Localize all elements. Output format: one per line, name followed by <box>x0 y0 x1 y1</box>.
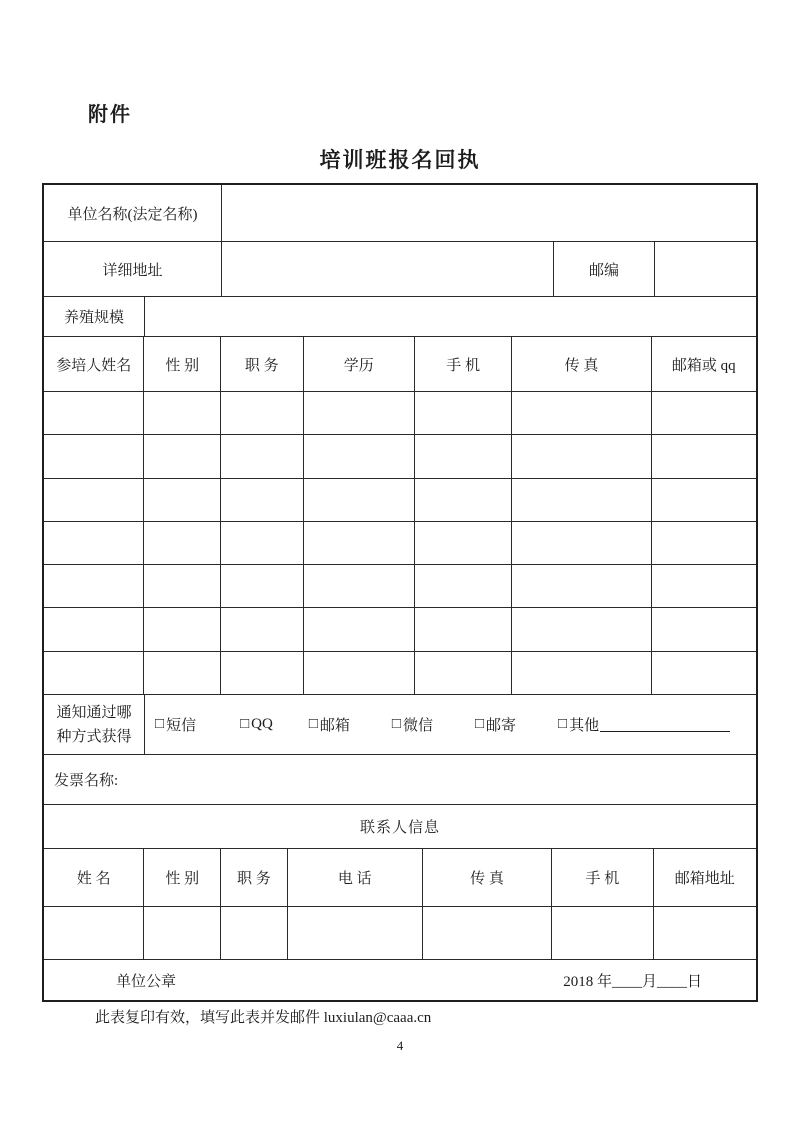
participant-cell[interactable] <box>304 652 415 694</box>
participant-cell[interactable] <box>221 608 304 650</box>
postal-code-label: 邮编 <box>554 242 655 296</box>
other-fill-line[interactable] <box>600 717 730 732</box>
participant-rows <box>44 392 756 695</box>
participant-cell[interactable] <box>652 608 756 650</box>
participant-cell[interactable] <box>221 522 304 564</box>
participant-row <box>44 392 756 435</box>
participant-header-fax: 传 真 <box>512 337 651 391</box>
contact-section-title: 联系人信息 <box>359 820 440 836</box>
participant-row <box>44 565 756 608</box>
contact-header-phone: 电 话 <box>288 849 423 906</box>
participant-cell[interactable] <box>304 479 415 521</box>
participant-header-email: 邮箱或 qq <box>671 357 736 374</box>
participant-cell[interactable] <box>415 652 512 694</box>
checkbox-label: 邮箱 <box>319 718 350 734</box>
scale-label: 养殖规模 <box>44 297 145 336</box>
participant-header-position: 职 务 <box>221 337 304 391</box>
checkbox-option-post[interactable] <box>475 714 516 735</box>
checkbox-icon: □ <box>474 716 485 732</box>
participant-cell[interactable] <box>44 652 144 694</box>
participant-cell[interactable] <box>221 435 304 477</box>
participant-cell[interactable] <box>652 522 756 564</box>
page-number: 4 <box>396 1038 404 1053</box>
address-field[interactable] <box>222 242 554 296</box>
participant-row <box>44 608 756 651</box>
row-seal-date <box>44 960 756 1000</box>
participant-cell[interactable] <box>652 652 756 694</box>
checkbox-label: 微信 <box>402 718 433 734</box>
participant-cell[interactable] <box>415 608 512 650</box>
participant-cell[interactable] <box>512 479 651 521</box>
participant-cell[interactable] <box>144 608 221 650</box>
participant-cell[interactable] <box>221 652 304 694</box>
contact-header-position: 职 务 <box>221 849 288 906</box>
contact-header-row <box>44 849 756 907</box>
participant-cell[interactable] <box>221 565 304 607</box>
contact-header-fax: 传 真 <box>423 849 552 906</box>
participant-header-gender: 性 别 <box>144 337 221 391</box>
participant-row <box>44 435 756 478</box>
participant-cell[interactable] <box>415 392 512 434</box>
participant-cell[interactable] <box>415 565 512 607</box>
participant-cell[interactable] <box>304 565 415 607</box>
checkbox-icon: □ <box>391 716 401 732</box>
checkbox-option-sms[interactable] <box>155 714 196 735</box>
checkbox-label: QQ <box>251 716 273 732</box>
participant-cell[interactable] <box>415 522 512 564</box>
postal-code-field[interactable] <box>655 242 756 296</box>
participant-cell[interactable] <box>304 392 415 434</box>
row-notify-method <box>44 695 756 755</box>
address-label: 详细地址 <box>44 242 222 296</box>
participant-cell[interactable] <box>44 565 144 607</box>
row-contact-title <box>44 805 756 849</box>
participant-row <box>44 479 756 522</box>
contact-cell[interactable] <box>288 907 423 959</box>
participant-cell[interactable] <box>44 522 144 564</box>
notify-method-label: 通知通过哪种方式获得 <box>44 695 145 754</box>
seal-row-cell <box>44 960 756 1000</box>
footer-note: 此表复印有效，填写此表并发邮件 luxiulan@caaa.cn <box>95 1010 432 1026</box>
registration-form-table <box>42 183 758 1002</box>
checkbox-option-other[interactable] <box>558 714 730 735</box>
row-address <box>44 242 756 297</box>
participant-cell[interactable] <box>512 435 651 477</box>
row-scale <box>44 297 756 337</box>
contact-header-mobile: 手 机 <box>552 849 653 906</box>
checkbox-label: 其他 <box>569 718 600 734</box>
row-invoice-name <box>44 755 756 805</box>
contact-row <box>44 907 756 960</box>
participant-cell[interactable] <box>652 435 756 477</box>
invoice-name-label[interactable]: 发票名称: <box>54 773 119 789</box>
participant-cell[interactable] <box>144 652 221 694</box>
participant-header-name: 参培人姓名 <box>44 337 144 391</box>
participant-row <box>44 522 756 565</box>
participant-cell[interactable] <box>652 565 756 607</box>
contact-header-gender: 性 别 <box>144 849 221 906</box>
checkbox-label: 邮寄 <box>486 718 517 734</box>
participant-cell[interactable] <box>44 608 144 650</box>
checkbox-icon: □ <box>558 716 568 732</box>
participant-header-row <box>44 337 756 392</box>
contact-header-name: 姓 名 <box>44 849 144 906</box>
participant-header-education: 学历 <box>304 337 415 391</box>
contact-cell[interactable] <box>221 907 288 959</box>
checkbox-icon: □ <box>155 716 165 732</box>
participant-cell[interactable] <box>512 392 651 434</box>
checkbox-icon: □ <box>240 716 250 732</box>
row-unit-name <box>44 185 756 242</box>
participant-cell[interactable] <box>144 565 221 607</box>
unit-seal-label: 单位公章 <box>116 973 177 990</box>
participant-cell[interactable] <box>415 435 512 477</box>
participant-cell[interactable] <box>652 479 756 521</box>
participant-cell[interactable] <box>304 522 415 564</box>
participant-cell[interactable] <box>512 565 651 607</box>
participant-cell[interactable] <box>144 435 221 477</box>
participant-cell[interactable] <box>652 392 756 434</box>
participant-cell[interactable] <box>304 435 415 477</box>
participant-cell[interactable] <box>44 479 144 521</box>
participant-cell[interactable] <box>512 608 651 650</box>
participant-cell[interactable] <box>221 392 304 434</box>
date-text: 2018 年____月____日 <box>563 973 702 990</box>
page-title: 培训班报名回执 <box>319 148 481 172</box>
participant-cell[interactable] <box>144 392 221 434</box>
checkbox-icon: □ <box>308 716 318 732</box>
notify-options <box>145 695 756 754</box>
contact-cell[interactable] <box>144 907 221 959</box>
contact-cell[interactable] <box>44 907 144 959</box>
participant-cell[interactable] <box>221 479 304 521</box>
participant-header-mobile: 手 机 <box>415 337 512 391</box>
unit-name-field[interactable] <box>222 185 756 241</box>
checkbox-option-wechat[interactable] <box>392 714 433 735</box>
contact-header-email: 邮箱地址 <box>674 871 735 887</box>
attachment-label: 附件 <box>88 104 132 126</box>
participant-cell[interactable] <box>304 608 415 650</box>
participant-cell[interactable] <box>512 652 651 694</box>
checkbox-option-email[interactable] <box>309 714 350 735</box>
participant-cell[interactable] <box>144 522 221 564</box>
checkbox-option-qq[interactable] <box>240 716 273 733</box>
checkbox-label: 短信 <box>166 718 197 734</box>
participant-cell[interactable] <box>44 435 144 477</box>
scale-field[interactable] <box>145 297 756 336</box>
unit-name-label: 单位名称(法定名称) <box>44 185 222 241</box>
participant-cell[interactable] <box>44 392 144 434</box>
contact-cell[interactable] <box>654 907 756 959</box>
contact-cell[interactable] <box>552 907 653 959</box>
participant-cell[interactable] <box>415 479 512 521</box>
contact-cell[interactable] <box>423 907 552 959</box>
participant-cell[interactable] <box>512 522 651 564</box>
participant-row <box>44 652 756 694</box>
participant-cell[interactable] <box>144 479 221 521</box>
